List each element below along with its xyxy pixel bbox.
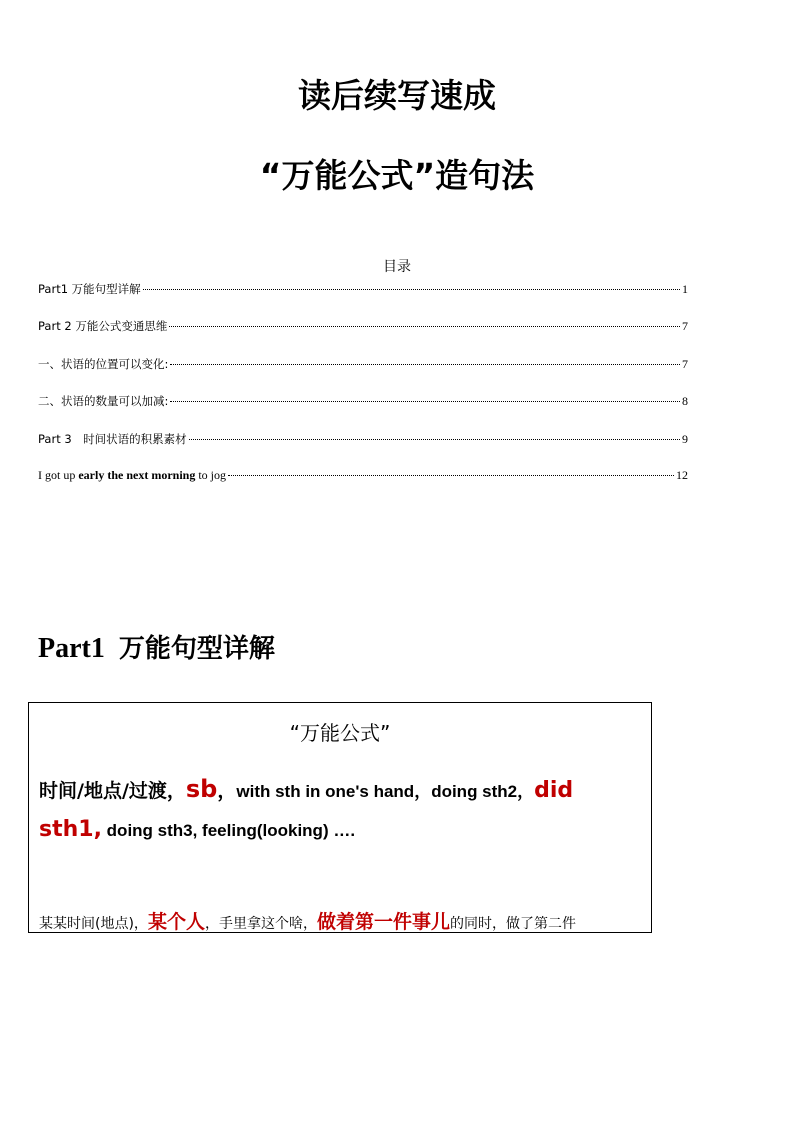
toc-page-number: 8 — [682, 394, 688, 408]
toc-entry-label: 二、状语的数量可以加减: — [38, 394, 169, 408]
toc-entry-label: Part 3 时间状语的积累素材 — [38, 432, 187, 446]
formula-box — [28, 702, 652, 933]
toc-entry-part3[interactable] — [38, 431, 688, 447]
toc-entry-quantity[interactable] — [38, 393, 688, 409]
section-heading: Part1 万能句型详解 — [38, 633, 275, 664]
toc-entry-label: 一、状语的位置可以变化: — [38, 357, 169, 371]
toc-leader-dots — [169, 326, 680, 327]
formula-line-2: sth1, doing sth3, feeling(looking) …. — [39, 817, 356, 842]
toc-page-number: 7 — [682, 357, 688, 371]
toc-entry-label: I got up early the next morning to jog — [38, 468, 226, 482]
toc-entry-label: Part 2 万能公式变通思维 — [38, 319, 168, 333]
toc-entry-example[interactable] — [38, 468, 688, 483]
formula-explanation: 某某时间(地点)，某个人，手里拿这个啥，做着第一件事儿的同时，做了第二件 — [39, 911, 576, 933]
toc-entry-label: Part1 万能句型详解 — [38, 282, 141, 296]
toc-entry-part1[interactable] — [38, 281, 688, 297]
toc-heading: 目录 — [383, 259, 411, 275]
toc-entry-part2[interactable] — [38, 318, 688, 334]
toc-entry-position[interactable] — [38, 356, 688, 372]
toc-leader-dots — [228, 475, 674, 476]
toc-page-number: 1 — [682, 282, 688, 296]
toc-page-number: 9 — [682, 432, 688, 446]
toc-leader-dots — [143, 289, 680, 290]
toc-page-number: 12 — [676, 468, 688, 482]
doc-subtitle: “万能公式”造句法 — [259, 156, 535, 195]
formula-box-title: “万能公式” — [289, 721, 391, 745]
toc-leader-dots — [189, 439, 680, 440]
formula-line-1: 时间/地点/过渡，sb，with sth in one's hand，doing sth2，did — [39, 775, 574, 803]
toc-page-number: 7 — [682, 319, 688, 333]
toc-leader-dots — [170, 364, 680, 365]
doc-title: 读后续写速成 — [298, 76, 496, 115]
toc-leader-dots — [170, 401, 680, 402]
